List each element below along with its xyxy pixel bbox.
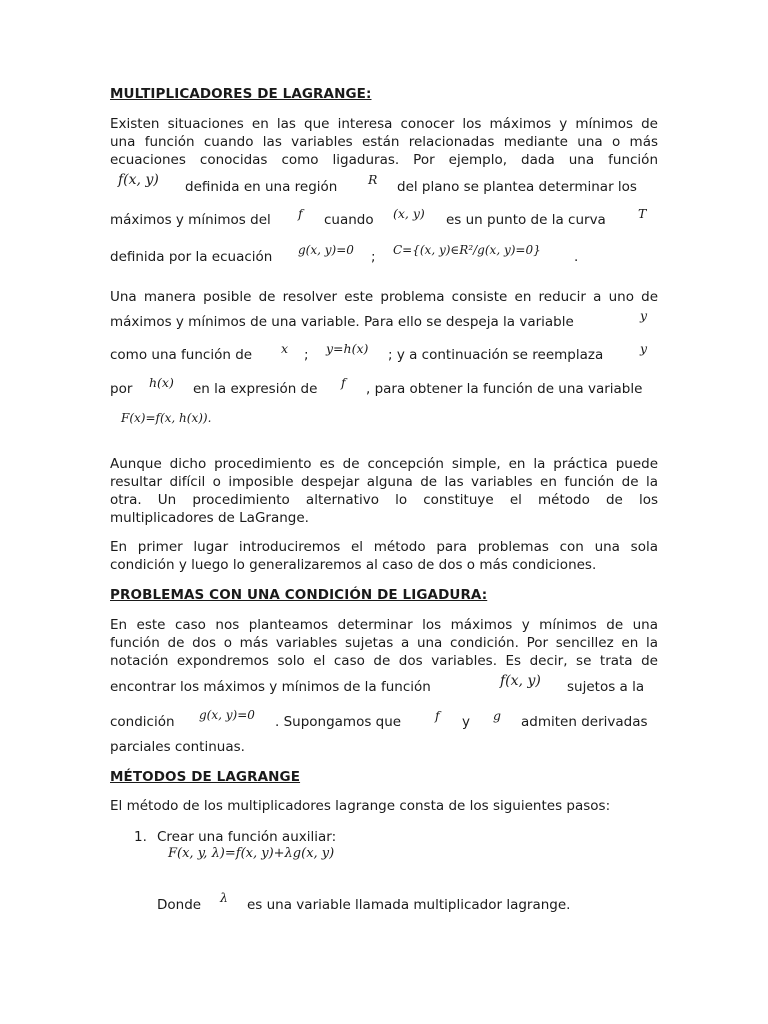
paragraph-intro: [110, 115, 658, 169]
text-line: Aunque dicho procedimiento es de concepción simple, en la práctica puede: [110, 456, 658, 472]
text-line: ecuaciones conocidas como ligaduras. Por ejemplo, dada una función: [110, 152, 658, 168]
text-fragment: .: [574, 249, 579, 265]
text-line: En primer lugar introduciremos el método para problemas con una sola: [110, 539, 658, 555]
text-fragment: , para obtener la función de una variable: [366, 381, 643, 397]
math-g: g: [493, 708, 502, 723]
math-g-constraint: g(x, y)=0: [199, 708, 255, 722]
math-g-constraint: g(x, y)=0: [298, 243, 354, 257]
text-fragment: . Supongamos que: [275, 714, 402, 730]
math-T: T: [638, 206, 647, 221]
text-fragment: máximos y mínimos del: [110, 212, 271, 228]
text-fragment: máximos y mínimos de una variable. Para ello se despeja la variable: [110, 314, 574, 330]
math-y-hx: y=h(x): [326, 341, 369, 356]
text-fragment: ;: [371, 249, 376, 265]
heading-metodos: MÉTODOS DE LAGRANGE: [110, 769, 301, 785]
list-item-text: Crear una función auxiliar:: [157, 829, 337, 845]
math-f: f: [341, 375, 346, 390]
math-y: y: [640, 341, 648, 356]
math-f: f: [298, 206, 303, 221]
math-f-xy: f(x, y): [118, 172, 159, 188]
math-f-xy: f(x, y): [500, 673, 541, 689]
math-lambda: λ: [220, 890, 228, 905]
math-x: x: [281, 341, 289, 356]
text-line: resultar difícil o imposible despejar alguna de las variables en función de la: [110, 474, 658, 490]
math-F-composite: F(x)=f(x, h(x)).: [121, 411, 212, 425]
text-line: condición y luego lo generalizaremos al caso de dos o más condiciones.: [110, 557, 597, 573]
math-R: R: [368, 172, 378, 187]
paragraph-procedure: [110, 455, 658, 527]
text-fragment: condición: [110, 714, 175, 730]
text-fragment: encontrar los máximos y mínimos de la función: [110, 679, 431, 695]
math-f: f: [435, 708, 440, 723]
text-fragment: en la expresión de: [193, 381, 318, 397]
text-line: Una manera posible de resolver este problema consiste en reducir a uno de: [110, 289, 658, 305]
math-hx: h(x): [149, 375, 174, 390]
text-fragment: definida en una región: [185, 179, 338, 195]
list-number: 1.: [134, 829, 147, 845]
text-fragment: admiten derivadas: [521, 714, 648, 730]
paragraph-case: [110, 616, 658, 670]
text-fragment: El método de los multiplicadores lagrange consta de los siguientes pasos:: [110, 798, 611, 814]
text-fragment: sujetos a la: [567, 679, 645, 695]
text-fragment: del plano se plantea determinar los: [397, 179, 637, 195]
text-fragment: Donde: [157, 897, 202, 913]
text-line: multiplicadores de LaGrange.: [110, 510, 309, 526]
text-fragment: cuando: [324, 212, 374, 228]
math-y: y: [640, 308, 648, 323]
text-line: notación expondremos solo el caso de dos variables. Es decir, se trata de: [110, 653, 658, 669]
math-F-auxiliary: F(x, y, λ)=f(x, y)+λg(x, y): [168, 846, 335, 861]
text-fragment: ;: [304, 347, 309, 363]
math-xy: (x, y): [393, 206, 425, 221]
heading-problemas: PROBLEMAS CON UNA CONDICIÓN DE LIGADURA:: [110, 587, 488, 603]
text-fragment: es un punto de la curva: [446, 212, 606, 228]
paragraph-first: [110, 538, 658, 574]
text-line: Existen situaciones en las que interesa conocer los máximos y mínimos de: [110, 116, 658, 132]
text-fragment: por: [110, 381, 133, 397]
text-fragment: es una variable llamada multiplicador lagrange.: [247, 897, 571, 913]
heading-multiplicadores: MULTIPLICADORES DE LAGRANGE:: [110, 86, 372, 102]
text-line: una función cuando las variables están relacionadas mediante una o más: [110, 134, 658, 150]
text-fragment: parciales continuas.: [110, 739, 245, 755]
text-fragment: ; y a continuación se reemplaza: [388, 347, 604, 363]
paragraph-method-1: [110, 288, 658, 306]
math-C-set: C={(x, y)∈R²/g(x, y)=0}: [393, 243, 541, 257]
text-fragment: definida por la ecuación: [110, 249, 273, 265]
text-line: En este caso nos planteamos determinar los máximos y mínimos de una: [110, 617, 658, 633]
text-fragment: y: [462, 714, 470, 730]
text-line: función de dos o más variables sujetas a una condición. Por sencillez en la: [110, 635, 658, 651]
text-line: otra. Un procedimiento alternativo lo constituye el método de los: [110, 492, 658, 508]
text-fragment: como una función de: [110, 347, 253, 363]
